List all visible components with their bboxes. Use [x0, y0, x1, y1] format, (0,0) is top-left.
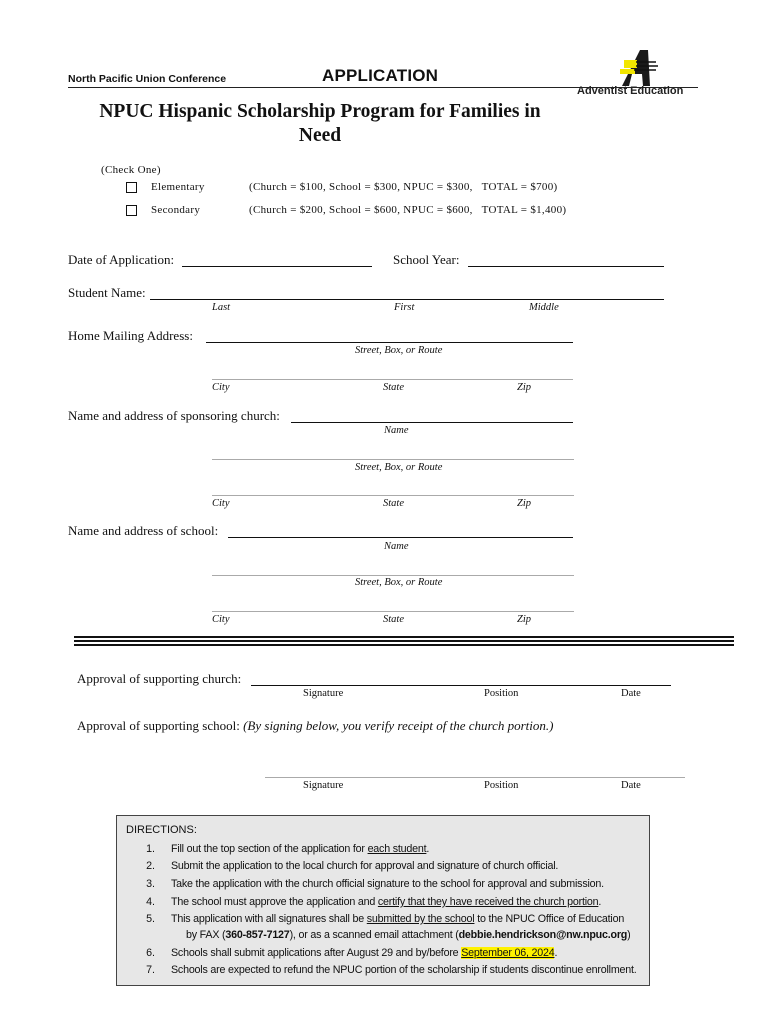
secondary-detail: (Church = $200, School = $600, NPUC = $600, TOTAL = $1,400): [249, 204, 567, 216]
elementary-checkbox[interactable]: [126, 182, 137, 193]
school-year-label: School Year:: [393, 252, 460, 267]
approval-school-note: (By signing below, you verify receipt of the church portion.): [243, 718, 554, 733]
direction-item-2: Submit the application to the local church for approval and signature of church official.: [171, 860, 559, 872]
direction-item-1: Fill out the top section of the application for each student.: [171, 843, 430, 855]
church-zip-caption: Zip: [517, 498, 532, 509]
approval-school-label: Approval of supporting school:: [77, 718, 240, 733]
logo-text: Adventist Education: [577, 85, 684, 97]
home-address-label: Home Mailing Address:: [68, 328, 193, 343]
directions-title: DIRECTIONS:: [126, 824, 197, 836]
direction-num-3: 3.: [146, 878, 155, 890]
email-address[interactable]: debbie.hendrickson@nw.npuc.org: [458, 929, 628, 941]
school-city-field[interactable]: [212, 611, 574, 612]
direction-item-5-cont: by FAX (360-857-7127), or as a scanned email attachment (debbie.hendrickson@nw.npuc.org): [186, 929, 631, 941]
section-divider-bottom: [74, 644, 734, 646]
school-city-caption: City: [212, 614, 230, 625]
home-street-caption: Street, Box, or Route: [355, 345, 443, 356]
home-street-field[interactable]: [206, 342, 573, 343]
approval-church-label: Approval of supporting church:: [77, 671, 242, 686]
church-street-field[interactable]: [212, 459, 574, 460]
elementary-label: Elementary: [151, 181, 205, 193]
school-name-field[interactable]: [228, 537, 573, 538]
form-title-line2: Need: [298, 125, 342, 146]
student-first-caption: First: [394, 302, 415, 313]
secondary-checkbox[interactable]: [126, 205, 137, 216]
church-street-caption: Street, Box, or Route: [355, 462, 443, 473]
check-one-instruction: (Check One): [101, 164, 161, 176]
adventist-education-logo-icon: [610, 48, 660, 88]
church-city-caption: City: [212, 498, 230, 509]
student-middle-caption: Middle: [529, 302, 559, 313]
direction-num-2: 2.: [146, 860, 155, 872]
section-divider-mid: [74, 640, 734, 642]
school-street-caption: Street, Box, or Route: [355, 577, 443, 588]
student-last-caption: Last: [212, 302, 231, 313]
direction-item-6: Schools shall submit applications after August 29 and by/before September 06, 2024.: [171, 947, 558, 959]
school-street-field[interactable]: [212, 575, 574, 576]
sponsoring-church-label: Name and address of sponsoring church:: [68, 408, 280, 423]
school-date-caption: Date: [621, 780, 641, 791]
direction-item-7: Schools are expected to refund the NPUC portion of the scholarship if students discontinue enrollment.: [171, 964, 637, 976]
date-of-application-field[interactable]: [182, 266, 372, 267]
church-position-caption: Position: [484, 688, 519, 699]
school-label: Name and address of school:: [68, 523, 219, 538]
church-city-field[interactable]: [212, 495, 574, 496]
school-position-caption: Position: [484, 780, 519, 791]
school-zip-caption: Zip: [517, 614, 532, 625]
direction-num-1: 1.: [146, 843, 155, 855]
doc-type: APPLICATION: [322, 66, 439, 85]
approval-church-field[interactable]: [251, 685, 671, 686]
church-state-caption: State: [383, 498, 404, 509]
church-name-caption: Name: [384, 425, 409, 436]
deadline-highlight: September 06, 2024: [461, 947, 555, 959]
fax-number: 360-857-7127: [225, 929, 290, 941]
date-of-application-label: Date of Application:: [68, 252, 175, 267]
direction-num-6: 6.: [146, 947, 155, 959]
elementary-detail: (Church = $100, School = $300, NPUC = $300, TOTAL = $700): [249, 181, 558, 193]
direction-num-4: 4.: [146, 896, 155, 908]
home-city-field[interactable]: [212, 379, 573, 380]
student-name-label: Student Name:: [68, 285, 146, 300]
direction-num-5: 5.: [146, 913, 155, 925]
direction-num-7: 7.: [146, 964, 155, 976]
form-title-line1: NPUC Hispanic Scholarship Program for Families in: [99, 101, 541, 122]
home-state-caption: State: [383, 382, 404, 393]
student-name-field[interactable]: [150, 299, 664, 300]
school-name-caption: Name: [384, 541, 409, 552]
school-signature-caption: Signature: [303, 780, 344, 791]
approval-school-field[interactable]: [265, 777, 685, 778]
direction-item-5: This application with all signatures shall be submitted by the school to the NPUC Office of Education: [171, 913, 625, 925]
school-state-caption: State: [383, 614, 404, 625]
home-city-caption: City: [212, 382, 230, 393]
school-year-field[interactable]: [468, 266, 664, 267]
secondary-label: Secondary: [151, 204, 201, 216]
direction-item-4: The school must approve the application and certify that they have received the church portion.: [171, 896, 602, 908]
org-name: North Pacific Union Conference: [68, 73, 227, 85]
church-date-caption: Date: [621, 688, 641, 699]
church-name-field[interactable]: [291, 422, 573, 423]
form-title: [60, 100, 580, 148]
church-signature-caption: Signature: [303, 688, 344, 699]
direction-item-3: Take the application with the church official signature to the school for approval and submission.: [171, 878, 604, 890]
approval-school-label-row: [77, 718, 553, 734]
home-zip-caption: Zip: [517, 382, 532, 393]
section-divider-top: [74, 636, 734, 638]
